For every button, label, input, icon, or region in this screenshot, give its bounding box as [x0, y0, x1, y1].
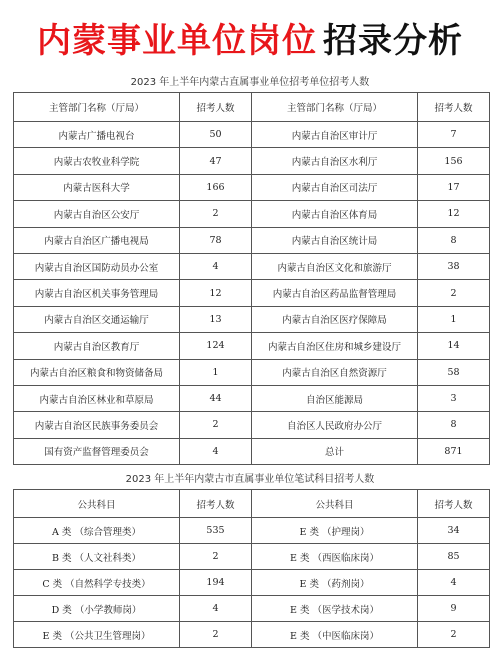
table-cell: 内蒙古自治区司法厅	[252, 174, 418, 200]
table-cell: E 类 （护理岗）	[252, 518, 418, 544]
table-cell: 1	[418, 306, 490, 332]
table-row	[14, 412, 490, 438]
table-cell: 1	[180, 359, 252, 385]
table-cell: 内蒙古农牧业科学院	[14, 148, 180, 174]
table-cell: 3	[418, 385, 490, 411]
table-row	[14, 174, 490, 200]
table-cell: E 类 （中医临床岗）	[252, 622, 418, 648]
table-cell: 2	[180, 201, 252, 227]
table-cell: 内蒙古自治区国防动员办公室	[14, 253, 180, 279]
table-cell: 12	[180, 280, 252, 306]
table-row	[14, 122, 490, 148]
table-cell: 4	[180, 253, 252, 279]
table-cell: E 类 （公共卫生管理岗）	[14, 622, 180, 648]
table-cell: 78	[180, 227, 252, 253]
table-row	[14, 544, 490, 570]
table-cell: A 类 （综合管理类）	[14, 518, 180, 544]
table-cell: 2	[418, 622, 490, 648]
table-cell: 国有资产监督管理委员会	[14, 438, 180, 464]
table-cell: 871	[418, 438, 490, 464]
table-cell: E 类 （医学技术岗）	[252, 596, 418, 622]
table-cell: 194	[180, 570, 252, 596]
table-row	[14, 253, 490, 279]
table-cell: 166	[180, 174, 252, 200]
column-header: 招考人数	[180, 93, 252, 122]
table-cell: 12	[418, 201, 490, 227]
table-cell: 内蒙古自治区自然资源厅	[252, 359, 418, 385]
table-cell: 4	[418, 570, 490, 596]
column-header: 主管部门名称（厅局）	[14, 93, 180, 122]
table-cell: 156	[418, 148, 490, 174]
table-cell: 38	[418, 253, 490, 279]
table-row	[14, 596, 490, 622]
table-cell: 内蒙古自治区交通运输厅	[14, 306, 180, 332]
table-cell: B 类 （人文社科类）	[14, 544, 180, 570]
table-cell: 9	[418, 596, 490, 622]
table-cell: 13	[180, 306, 252, 332]
table-cell: D 类 （小学教师岗）	[14, 596, 180, 622]
table-cell: 内蒙古自治区公安厅	[14, 201, 180, 227]
column-header: 公共科目	[14, 490, 180, 518]
table-row	[14, 227, 490, 253]
table-cell: 内蒙古自治区林业和草原局	[14, 385, 180, 411]
table-row	[14, 518, 490, 544]
table1-caption: 2023 年上半年内蒙古直属事业单位招考单位招考人数	[130, 77, 370, 88]
column-header: 公共科目	[252, 490, 418, 518]
table-header-row	[14, 490, 490, 518]
table-cell: 总计	[252, 438, 418, 464]
table-cell: 内蒙古自治区粮食和物资储备局	[14, 359, 180, 385]
title-part-2: 招录分析	[323, 20, 463, 61]
table-cell: 内蒙古自治区住房和城乡建设厅	[252, 333, 418, 359]
table-row	[14, 570, 490, 596]
table-cell: 124	[180, 333, 252, 359]
table-cell: E 类 （药剂岗）	[252, 570, 418, 596]
table-cell: E 类 （西医临床岗）	[252, 544, 418, 570]
table-cell: 自治区人民政府办公厅	[252, 412, 418, 438]
table-cell: 2	[180, 622, 252, 648]
table-cell: 内蒙古自治区教育厅	[14, 333, 180, 359]
table-row	[14, 333, 490, 359]
table-cell: 2	[180, 412, 252, 438]
table-cell: 50	[180, 122, 252, 148]
table-cell: 44	[180, 385, 252, 411]
table-row	[14, 385, 490, 411]
table-cell: 内蒙古自治区民族事务委员会	[14, 412, 180, 438]
column-header: 招考人数	[180, 490, 252, 518]
table-row	[14, 622, 490, 648]
table-row	[14, 438, 490, 464]
title-part-1: 内蒙事业单位岗位	[37, 20, 317, 61]
table2-caption: 2023 年上半年内蒙古市直属事业单位笔试科目招考人数	[125, 474, 375, 486]
table-cell: 8	[418, 227, 490, 253]
table-cell: 内蒙古自治区机关事务管理局	[14, 280, 180, 306]
table-cell: 47	[180, 148, 252, 174]
table-row	[14, 201, 490, 227]
column-header: 招考人数	[418, 490, 490, 518]
column-header: 主管部门名称（厅局）	[252, 93, 418, 122]
table-cell: 内蒙古自治区药品监督管理局	[252, 280, 418, 306]
table-cell: 85	[418, 544, 490, 570]
table-cell: 内蒙古自治区水利厅	[252, 148, 418, 174]
column-header: 招考人数	[418, 93, 490, 122]
table-cell: C 类 （自然科学专技类）	[14, 570, 180, 596]
table-row	[14, 280, 490, 306]
table-cell: 4	[180, 438, 252, 464]
table-header-row	[14, 93, 490, 122]
table-row	[14, 148, 490, 174]
table-cell: 内蒙古自治区广播电视局	[14, 227, 180, 253]
recruitment-by-subject-table	[13, 489, 490, 648]
table-cell: 4	[180, 596, 252, 622]
table-cell: 2	[418, 280, 490, 306]
table-cell: 17	[418, 174, 490, 200]
table-cell: 内蒙古自治区审计厅	[252, 122, 418, 148]
table-cell: 58	[418, 359, 490, 385]
table-cell: 内蒙古医科大学	[14, 174, 180, 200]
table-cell: 内蒙古自治区体育局	[252, 201, 418, 227]
recruitment-by-department-table	[13, 92, 490, 465]
table-cell: 内蒙古自治区文化和旅游厅	[252, 253, 418, 279]
table-row	[14, 359, 490, 385]
table-cell: 内蒙古广播电视台	[14, 122, 180, 148]
table-cell: 14	[418, 333, 490, 359]
table-cell: 内蒙古自治区医疗保障局	[252, 306, 418, 332]
table-cell: 535	[180, 518, 252, 544]
table-cell: 8	[418, 412, 490, 438]
table-cell: 内蒙古自治区统计局	[252, 227, 418, 253]
table-cell: 2	[180, 544, 252, 570]
page-title	[0, 0, 500, 74]
table-cell: 7	[418, 122, 490, 148]
table-cell: 34	[418, 518, 490, 544]
table-cell: 自治区能源局	[252, 385, 418, 411]
table-row	[14, 306, 490, 332]
